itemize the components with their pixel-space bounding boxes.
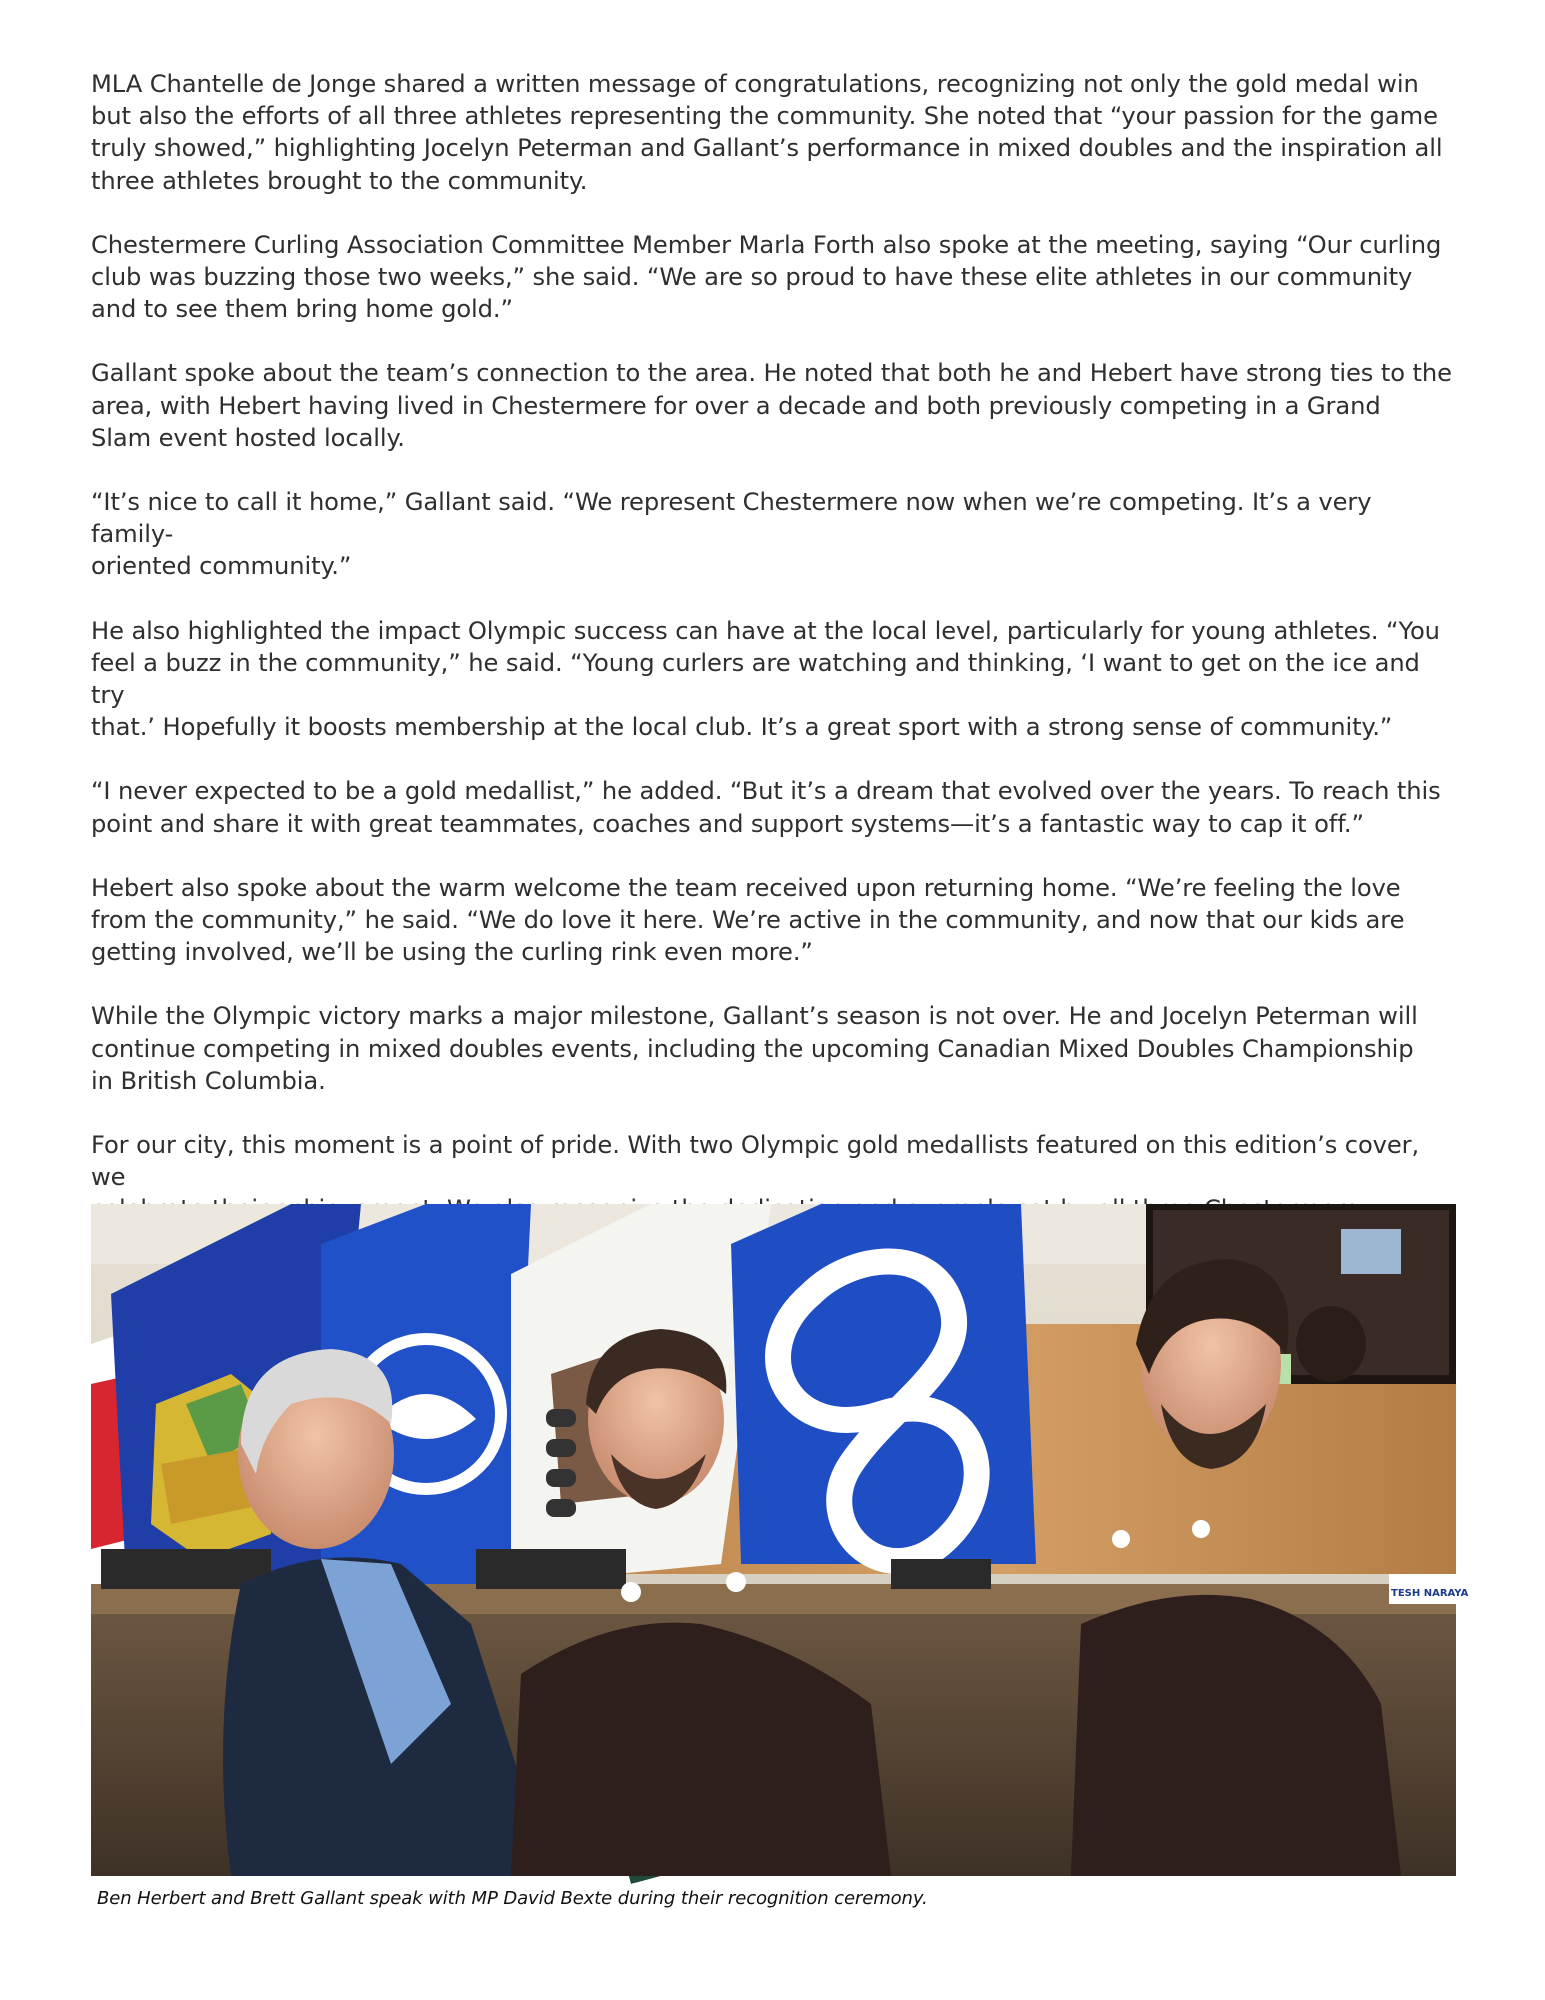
paragraph-2: Chestermere Curling Association Committee Member Marla Forth also spoke at the meeting, saying “Our curling club was buzzing those two weeks,” she said. “We are so proud to have these elite athletes in our community and to see them bring home gold.” bbox=[91, 230, 1442, 324]
nameplate bbox=[1389, 1574, 1469, 1604]
paragraph-6: “I never expected to be a gold medallist,” he added. “But it’s a dream that evolved over the years. To reach this point and share it with great teammates, coaches and support systems—it’s a fantastic way to cap it off.” bbox=[91, 777, 1441, 838]
metis-flag bbox=[731, 1204, 1036, 1564]
svg-text:TESH NARAYA: TESH NARAYA bbox=[1391, 1588, 1469, 1599]
paragraph-8: While the Olympic victory marks a major milestone, Gallant’s season is not over. He and Jocelyn Peterman will continue competing in mixed doubles events, including the upcoming Canadian Mixed Doubles Championship in British Columbia. bbox=[91, 1002, 1418, 1095]
paragraph-9: For our city, this moment is a point of pride. With two Olympic gold medallists featured on this edition’s cover, we bbox=[91, 1131, 1420, 1192]
paragraph-1: MLA Chantelle de Jonge shared a written message of congratulations, recognizing not only the gold medal win but also the efforts of all three athletes representing the community. She noted that “your passion for the game truly showed,” highlighting Jocelyn Peterman and Gallant’s performance in mixed doubles and the inspiration all three athletes brought to the community. bbox=[91, 70, 1443, 195]
article-body bbox=[91, 68, 1456, 1290]
paragraph-3: Gallant spoke about the team’s connection to the area. He noted that both he and Hebert have strong ties to the area, with Hebert having lived in Chestermere for over a decade and both previously competing in a Grand Slam event hosted locally. bbox=[91, 359, 1452, 452]
paragraph-4: “It’s nice to call it home,” Gallant said. “We represent Chestermere now when we’re competing. It’s a very family- oriented community.” bbox=[91, 488, 1372, 581]
paragraph-5: He also highlighted the impact Olympic success can have at the local level, particularly for young athletes. “You feel a buzz in the community,” he said. “Young curlers are watching and thinking, ‘I want to get on the ice and try that.’ Hopefully it boosts membership at the local club. It’s a great sport with a strong sense of community.” bbox=[91, 616, 1440, 742]
photo-caption: Ben Herbert and Brett Gallant speak with MP David Bexte during their recognition ceremony. bbox=[97, 1888, 928, 1909]
ceremony-photo bbox=[91, 1204, 1469, 1876]
paragraph-7: Hebert also spoke about the warm welcome the team received upon returning home. “We’re feeling the love from the community,” he said. “We do love it here. We’re active in the community, and now that our kids are getting involved, we’ll be using the curling rink even more.” bbox=[91, 873, 1405, 967]
